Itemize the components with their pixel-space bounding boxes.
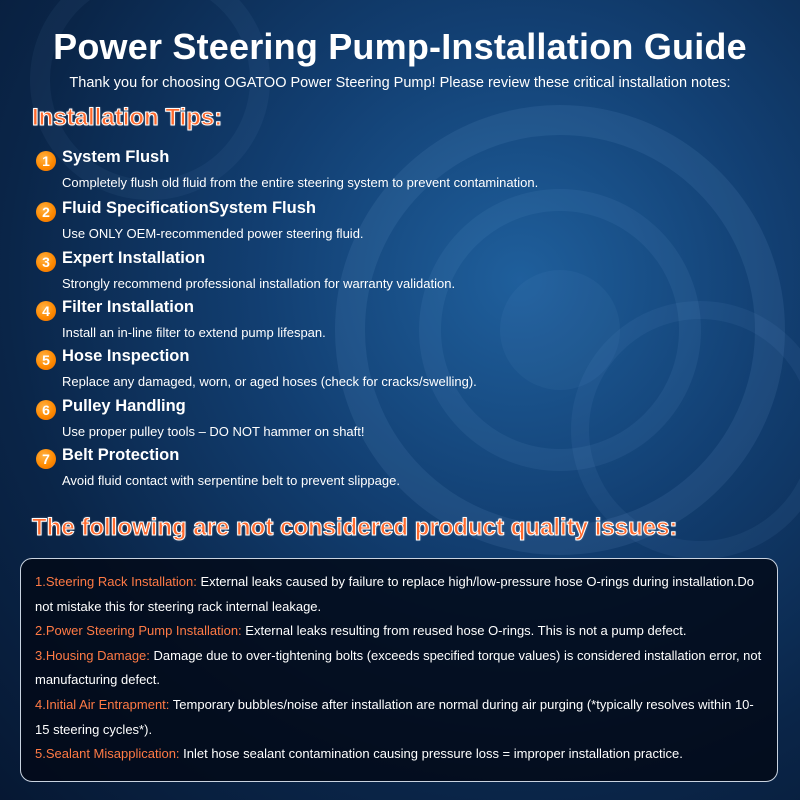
issue-text: External leaks resulting from reused hose O-rings. This is not a pump defect.: [241, 623, 687, 639]
issue-label: 2.Power Steering Pump Installation:: [35, 623, 242, 639]
tip-title: Fluid SpecificationSystem Flush: [62, 199, 316, 217]
issue-item: [35, 619, 763, 644]
tip-description: Replace any damaged, worn, or aged hoses (check for cracks/swelling).: [62, 374, 477, 389]
tip-title: Filter Installation: [62, 298, 195, 316]
issue-item: [35, 693, 763, 742]
number-badge-icon: 3: [36, 252, 56, 272]
issue-item: [35, 570, 763, 619]
issue-item: [35, 742, 763, 767]
page-title: Power Steering Pump-Installation Guide: [53, 26, 747, 67]
tip-description: Use ONLY OEM-recommended power steering fluid.: [62, 226, 364, 241]
not-quality-issues-heading: The following are not considered product quality issues:: [32, 514, 678, 541]
number-badge-icon: 2: [36, 202, 56, 222]
tip-description: Use proper pulley tools – DO NOT hammer on shaft!: [62, 424, 365, 439]
tip-title: Expert Installation: [62, 249, 206, 267]
tip-title: Pulley Handling: [62, 397, 186, 415]
number-badge-icon: 1: [36, 151, 56, 171]
tip-description: Install an in-line filter to extend pump lifespan.: [62, 325, 326, 340]
issue-label: 4.Initial Air Entrapment:: [35, 696, 170, 712]
issue-text: External leaks caused by failure to replace high/low-pressure hose O-rings during installation.Do not mistake this for steering rack internal leakage.: [35, 574, 754, 614]
tip-title: System Flush: [62, 148, 170, 166]
number-badge-icon: 5: [36, 350, 56, 370]
tip-title: Hose Inspection: [62, 347, 190, 365]
issue-text: Temporary bubbles/noise after installation are normal during air purging (*typically resolves within 10-15 steering cycles*).: [35, 696, 754, 737]
tip-description: Completely flush old fluid from the entire steering system to prevent contamination.: [62, 175, 539, 190]
issue-label: 5.Sealant Misapplication:: [35, 746, 180, 762]
issues-panel: [20, 558, 778, 782]
tip-title: Belt Protection: [62, 446, 180, 464]
tip-description: Avoid fluid contact with serpentine belt to prevent slippage.: [62, 473, 400, 488]
page-subtitle: Thank you for choosing OGATOO Power Steering Pump! Please review these critical installation notes:: [69, 75, 731, 91]
issue-text: Inlet hose sealant contamination causing pressure loss = improper installation practice.: [179, 746, 683, 762]
issue-label: 1.Steering Rack Installation:: [35, 574, 197, 589]
tip-description: Strongly recommend professional installation for warranty validation.: [62, 276, 456, 291]
installation-tips-heading: Installation Tips:: [32, 104, 223, 131]
number-badge-icon: 4: [36, 301, 56, 321]
number-badge-icon: 7: [36, 449, 56, 469]
number-badge-icon: 6: [36, 400, 56, 420]
issue-label: 3.Housing Damage:: [35, 647, 150, 663]
issue-item: [35, 644, 763, 693]
issue-text: Damage due to over-tightening bolts (exceeds specified torque values) is considered installation error, not manufacturing defect.: [35, 647, 762, 688]
